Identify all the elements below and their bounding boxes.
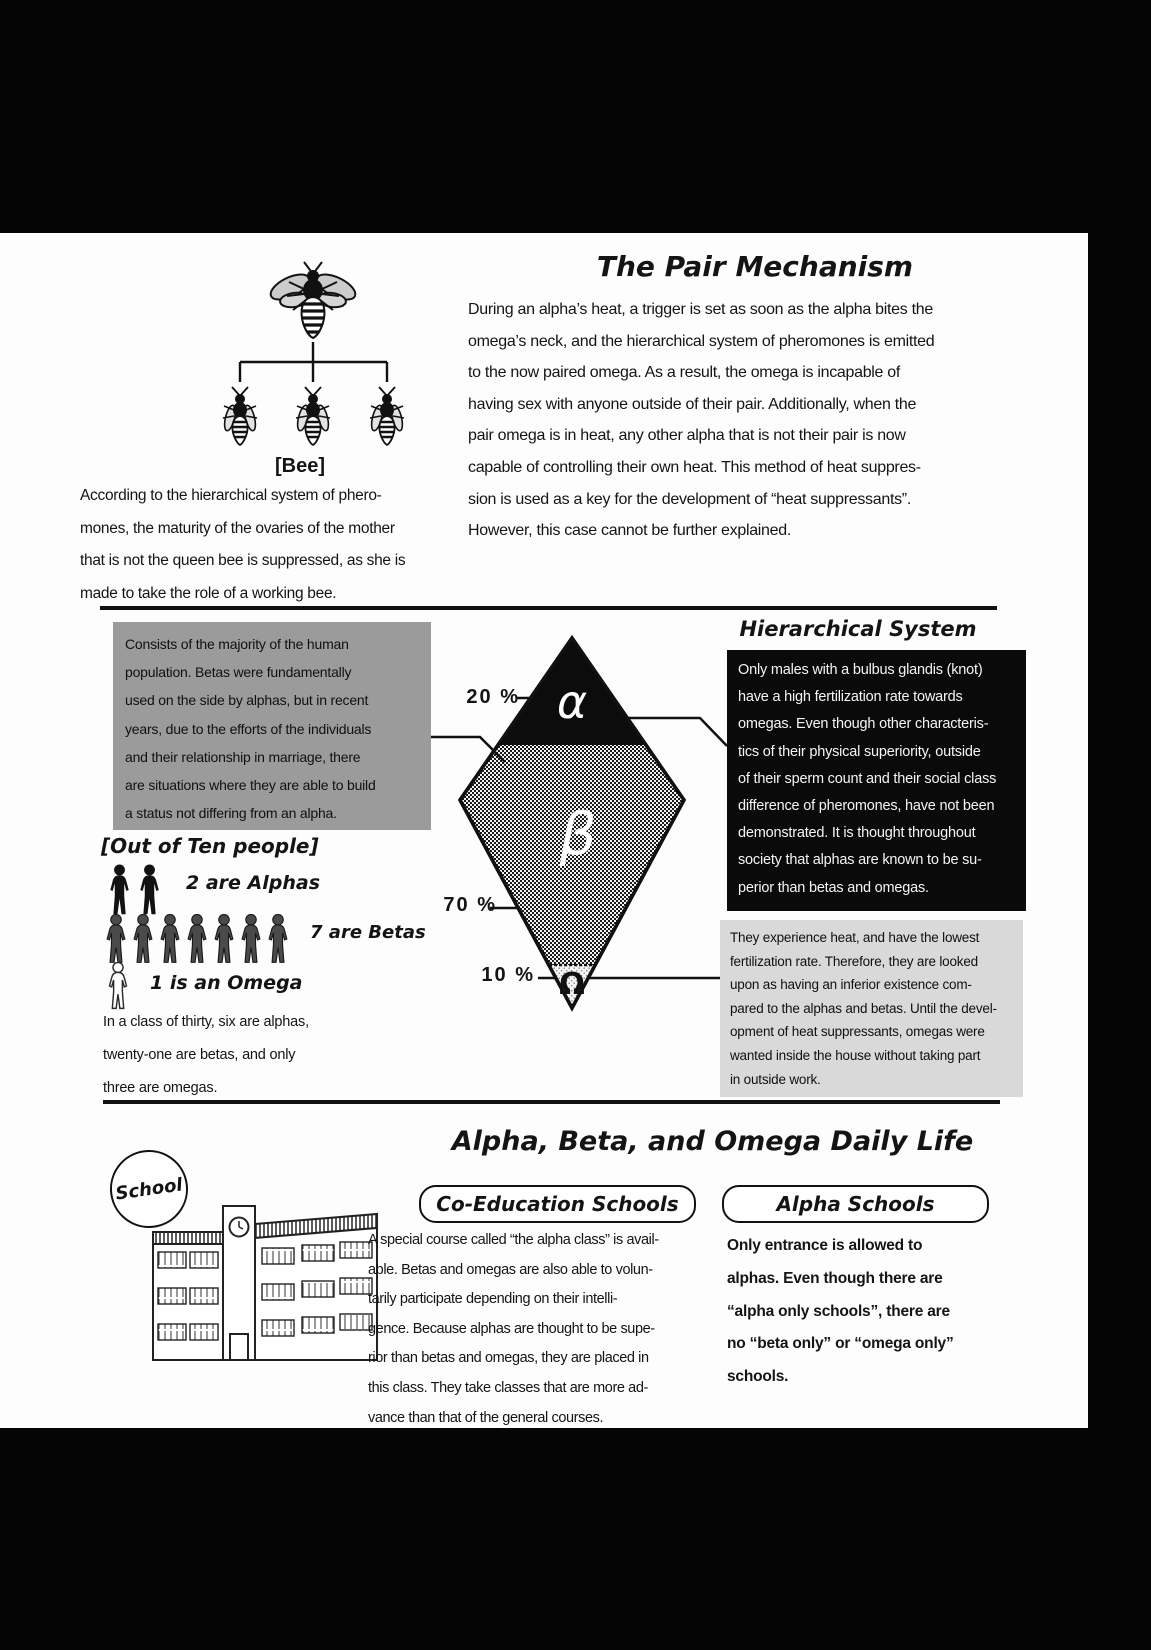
beta-people-row <box>103 914 291 964</box>
text-line: upon as having an inferior existence com- <box>730 977 972 993</box>
alpha-schools-text <box>727 1230 954 1394</box>
text-line: opment of heat suppressants, omegas were <box>730 1024 985 1040</box>
text-line: rior than betas and omegas, they are placed in <box>368 1350 649 1367</box>
text-line: capable of controlling their own heat. This method of heat suppres- <box>468 458 921 476</box>
worker-bee-icon <box>295 387 330 445</box>
text-line: society that alphas are known to be su- <box>738 852 982 869</box>
bee-caption: [Bee] <box>274 455 325 477</box>
tree-connector-lines <box>240 342 387 382</box>
beta-person-icon <box>130 914 156 964</box>
text-line: sion is used as a key for the development of “heat suppressants”. <box>468 490 911 508</box>
alpha-person-icon <box>136 864 163 916</box>
text-line: tics of their physical superiority, outside <box>738 743 981 760</box>
text-line: no “beta only” or “omega only” <box>727 1335 954 1353</box>
beta-person-icon <box>157 914 183 964</box>
text-line: schools. <box>727 1368 789 1386</box>
alpha-symbol: α <box>556 675 588 729</box>
omega-people-row <box>106 962 130 1010</box>
text-line: twenty-one are betas, and only <box>103 1047 296 1063</box>
text-line: In a class of thirty, six are alphas, <box>103 1014 309 1030</box>
queen-bee-icon <box>267 262 359 338</box>
text-line: wanted inside the house without taking part <box>730 1047 981 1063</box>
beta-person-icon <box>238 914 264 964</box>
text-line: are situations where they are able to build <box>125 777 376 794</box>
omega-description-box <box>720 920 1023 1097</box>
section-divider-bottom <box>103 1100 1000 1104</box>
alpha-people-row <box>106 864 163 916</box>
pair-mechanism-title: The Pair Mechanism <box>596 250 914 283</box>
hierarchical-system-title: Hierarchical System <box>739 617 977 641</box>
beta-description-box <box>113 622 431 830</box>
text-line: According to the hierarchical system of phero- <box>80 487 382 504</box>
text-line: and their relationship in marriage, there <box>125 748 361 765</box>
pair-mechanism-text <box>468 294 1024 547</box>
text-line: pair omega is in heat, any other alpha that is not their pair is now <box>468 427 906 445</box>
text-line: “alpha only schools”, there are <box>727 1302 950 1320</box>
text-line: Only males with a bulbus glandis (knot) <box>738 662 983 678</box>
school-badge: School <box>105 1145 193 1233</box>
text-line: this class. They take classes that are more ad- <box>368 1379 648 1396</box>
text-line: years, due to the efforts of the individuals <box>125 720 372 737</box>
text-line: difference of pheromones, have not been <box>738 798 995 815</box>
text-line: pared to the alphas and betas. Until the devel- <box>730 1000 997 1016</box>
text-line: tarily participate depending on their intelli- <box>368 1291 618 1308</box>
text-line: able. Betas and omegas are also able to volun- <box>368 1261 653 1278</box>
daily-life-title: Alpha, Beta, and Omega Daily Life <box>451 1126 974 1157</box>
omega-person-icon <box>106 962 130 1010</box>
text-line: made to take the role of a working bee. <box>80 584 337 602</box>
omega-symbol: Ω <box>559 967 585 1002</box>
beta-person-icon <box>265 914 291 964</box>
text-line: omega’s neck, and the hierarchical system of pheromones is emitted <box>468 332 935 350</box>
text-line: omegas. Even though other characteris- <box>738 716 989 733</box>
text-line: that is not the queen bee is suppressed, as she is <box>80 552 406 569</box>
alpha-row-label: 2 are Alphas <box>186 872 321 894</box>
text-line: mones, the maturity of the ovaries of the mother <box>80 519 395 537</box>
text-line: fertilization rate. Therefore, they are looked <box>730 953 978 969</box>
worker-bee-icon <box>222 387 257 445</box>
beta-row-label: 7 are Betas <box>310 922 426 943</box>
text-line: However, this case cannot be further explained. <box>468 522 791 540</box>
out-of-ten-heading: [Out of Ten people] <box>101 834 319 858</box>
text-line: used on the side by alphas, but in recent <box>125 692 369 709</box>
school-building-icon <box>150 1202 380 1364</box>
alpha-person-icon <box>106 864 133 916</box>
beta-pct-label: 70 % <box>443 894 497 916</box>
text-line: three are omegas. <box>103 1080 218 1096</box>
coed-schools-pill: Co-Education Schools <box>419 1185 696 1223</box>
text-line: A special course called “the alpha class” is avail- <box>368 1232 659 1248</box>
beta-symbol: β <box>559 800 597 868</box>
text-line: a status not differing from an alpha. <box>125 805 337 822</box>
hierarchy-diamond-chart <box>398 622 728 1018</box>
text-line: gence. Because alphas are thought to be supe- <box>368 1320 655 1337</box>
class-ratio-note <box>103 1006 309 1105</box>
beta-person-icon <box>184 914 210 964</box>
text-line: They experience heat, and have the lowest <box>730 930 980 945</box>
text-line: have a high fertilization rate towards <box>738 689 963 706</box>
coed-schools-text <box>368 1226 659 1433</box>
beta-person-icon <box>211 914 237 964</box>
text-line: of their sperm count and their social class <box>738 770 997 787</box>
bee-hierarchy-diagram <box>195 256 435 450</box>
bee-description <box>80 480 452 610</box>
beta-person-icon <box>103 914 129 964</box>
section-divider-top <box>100 606 997 610</box>
text-line: having sex with anyone outside of their pair. Additionally, when the <box>468 395 917 413</box>
alpha-schools-pill: Alpha Schools <box>722 1185 989 1223</box>
alpha-description-box <box>727 650 1026 911</box>
alpha-pct-label: 20 % <box>466 686 520 708</box>
text-line: Consists of the majority of the human <box>125 636 349 652</box>
text-line: perior than betas and omegas. <box>738 879 929 896</box>
omega-row-label: 1 is an Omega <box>150 972 303 994</box>
worker-bee-icon <box>369 387 404 445</box>
text-line: to the now paired omega. As a result, the omega is incapable of <box>468 364 901 382</box>
omega-pct-label: 10 % <box>481 964 535 986</box>
entrance-door <box>230 1334 248 1360</box>
text-line: demonstrated. It is thought throughout <box>738 825 976 842</box>
text-line: Only entrance is allowed to <box>727 1237 923 1254</box>
text-line: vance than that of the general courses. <box>368 1409 604 1426</box>
text-line: population. Betas were fundamentally <box>125 664 352 681</box>
text-line: in outside work. <box>730 1071 821 1087</box>
text-line: During an alpha’s heat, a trigger is set as soon as the alpha bites the <box>468 301 933 318</box>
text-line: alphas. Even though there are <box>727 1269 943 1287</box>
